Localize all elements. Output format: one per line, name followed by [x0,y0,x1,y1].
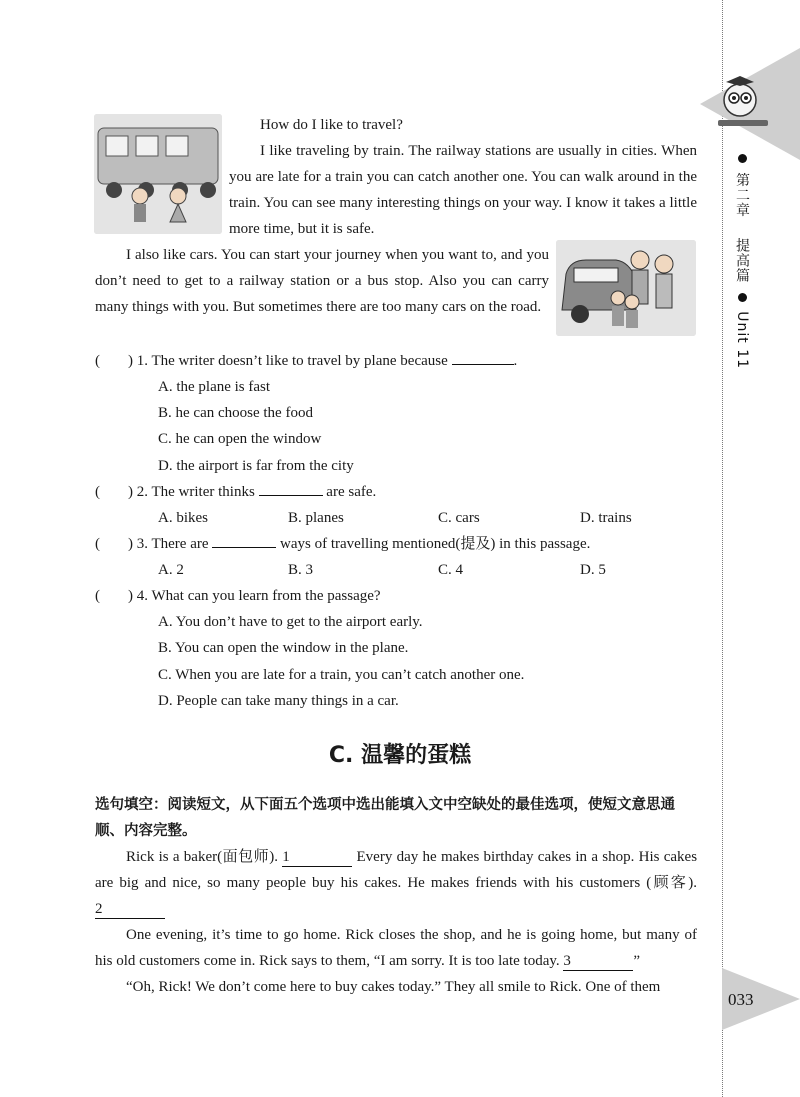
unit-label: Unit 11 [734,311,750,370]
answer-paren-open: ( [95,536,100,552]
owl-mascot-icon [700,48,800,160]
blank-2[interactable]: 2 [95,900,165,919]
question-stem-end: . [513,353,518,369]
answer-paren-open: ( [95,484,100,500]
section-c-paragraph-2 [95,922,697,974]
blank-3[interactable]: 3 [563,952,633,971]
option-c[interactable]: C. he can open the window [158,431,322,447]
option-c[interactable]: C. When you are late for a train, you can’t catch another one. [158,667,525,683]
answer-paren-close: ) [128,536,133,552]
paragraph-text: Rick is a baker(面包师). [126,849,278,865]
answer-paren-open: ( [95,353,100,369]
chapter-side-label [730,150,752,369]
answer-paren-close: ) [128,353,133,369]
option-d[interactable]: D. People can take many things in a car. [158,693,399,709]
question-stem: 4. What can you learn from the passage? [136,588,381,604]
section-c-paragraph-1 [95,844,697,922]
bullet-icon [738,154,747,163]
option-b[interactable]: B. planes [288,510,344,526]
section-label: 提高篇 [734,238,750,284]
question-1 [95,348,695,374]
passage-paragraph-2: I also like cars. You can start your journey when you want to, and you don’t need to get to a railway station or a bus stop. Also you can carry many things with you. But sometimes there are too many cars on the road. [95,247,549,315]
question-3-options [0,557,800,583]
answer-paren-close: ) [128,588,133,604]
blank-1[interactable]: 1 [282,848,352,867]
section-c-paragraph-3: “Oh, Rick! We don’t come here to buy cakes today.” They all smile to Rick. One of them [126,979,661,995]
answer-blank[interactable] [212,547,276,548]
section-instruction: 选句填空：阅读短文，从下面五个选项中选出能填入文中空缺处的最佳选项，使短文意思通顺、内容完整。 [95,797,675,839]
option-d[interactable]: D. trains [580,510,632,526]
option-c[interactable]: C. cars [438,510,480,526]
option-d[interactable]: D. the airport is far from the city [158,458,354,474]
question-stem: 1. The writer doesn’t like to travel by plane because [136,353,448,369]
answer-paren-open: ( [95,588,100,604]
question-2 [95,479,695,505]
question-stem-end: ways of travelling mentioned(提及) in this passage. [280,536,591,552]
answer-blank[interactable] [259,495,323,496]
option-a[interactable]: A. 2 [158,562,184,578]
paragraph-text: One evening, it’s time to go home. Rick closes the shop, and he is going home, but many of his old customers come in. Rick says to them, “I am sorry. It is too late today. [95,927,697,969]
passage-question-line: How do I like to travel? [260,117,403,133]
paragraph-text: ” [633,953,641,969]
answer-blank[interactable] [452,364,514,365]
question-stem: 3. There are [136,536,209,552]
option-c[interactable]: C. 4 [438,562,464,578]
option-b[interactable]: B. You can open the window in the plane. [158,640,409,656]
option-a[interactable]: A. the plane is fast [158,379,271,395]
option-a[interactable]: A. bikes [158,510,208,526]
question-stem-end: are safe. [326,484,377,500]
bullet-icon [738,293,747,302]
answer-paren-close: ) [128,484,133,500]
family-car-illustration [556,240,696,336]
question-2-options [0,505,800,531]
train-illustration [94,114,222,234]
question-3 [95,531,715,557]
chapter-label: 第二章 [734,172,750,218]
option-a[interactable]: A. You don’t have to get to the airport early. [158,614,423,630]
paragraph-text: Every day he makes birthday cakes in a shop. His cakes are big and nice, so many people buy his cakes. He makes friends with his customers (顾客). [95,849,698,891]
question-stem: 2. The writer thinks [136,484,255,500]
option-b[interactable]: B. he can choose the food [158,405,313,421]
passage-paragraph-1: I like traveling by train. The railway stations are usually in cities. When you are late for a train you can catch another one. You can walk around in the train. You can see many interesting things on your way. I know it takes a little more time, but it is safe. [229,143,697,237]
margin-dotted-line [722,0,723,1097]
option-d[interactable]: D. 5 [580,562,606,578]
question-4 [95,583,695,609]
page-number: 033 [728,990,754,1009]
option-b[interactable]: B. 3 [288,562,314,578]
section-title: C. 温馨的蛋糕 [328,743,472,768]
